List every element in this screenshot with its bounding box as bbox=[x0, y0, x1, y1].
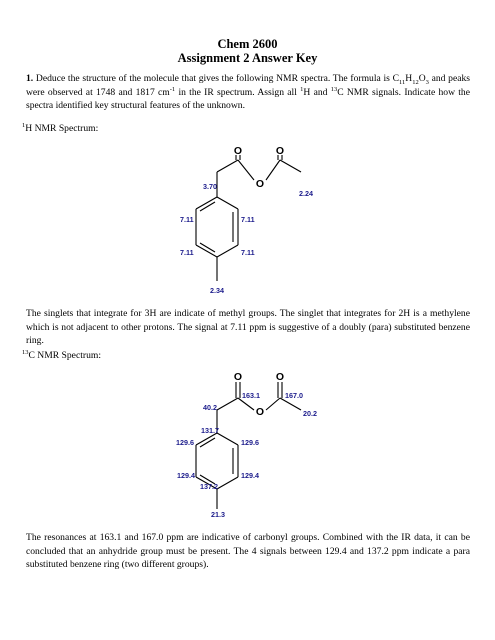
question-intro: Deduce the structure of the molecule that gives the following NMR spectra. The formula is C bbox=[35, 73, 399, 84]
c-label-ar-bottom-right: 129.4 bbox=[241, 471, 259, 480]
h-nmr-heading-sup: 1 bbox=[22, 121, 26, 129]
c-label-ar-top-left: 129.6 bbox=[176, 438, 194, 447]
c-label-carbonyl-1: 163.1 bbox=[242, 391, 260, 400]
c-o-carbonyl-1: O bbox=[233, 371, 243, 383]
h-nmr-heading-text: H NMR Spectrum: bbox=[25, 123, 99, 134]
c-label-carbonyl-2: 167.0 bbox=[285, 391, 303, 400]
c-label-ar-top-right: 129.6 bbox=[241, 438, 259, 447]
ir-text: and peaks were observed at 1748 and 1817 cm bbox=[26, 73, 470, 98]
c-o-bridge: O bbox=[255, 406, 265, 418]
h-and-text: H and bbox=[303, 86, 331, 98]
h-o-carbonyl-2: O bbox=[275, 145, 285, 157]
formula-o: O bbox=[418, 73, 426, 84]
c-label-ch2: 40.2 bbox=[203, 403, 217, 412]
c-label-ch3-aryl: 21.3 bbox=[211, 510, 225, 519]
question-number: 1. bbox=[26, 73, 34, 84]
formula-subscript-o: 3 bbox=[425, 78, 429, 86]
h-nmr-explanation: The singlets that integrate for 3H are indicate of methyl groups. The singlet that integrates for 2H is a methylene which is not adjacent to other protons. The signal at 7.11 ppm is suggestive of a doubly (para) substituted benzene ring. bbox=[26, 308, 470, 347]
h-label-ch2: 3.70 bbox=[203, 182, 217, 191]
c-nmr-explanation: The resonances at 163.1 and 167.0 ppm are indicative of carbonyl groups. Combined with the IR data, it can be concluded that an anhydride group must be present. The 4 signals between 129.4 and 137.2 ppm indicate a para substituted benzene ring (two different groups). bbox=[26, 532, 470, 571]
ir-unit-superscript: -1 bbox=[169, 85, 176, 93]
course-title: Chem 2600 bbox=[217, 37, 278, 51]
c-nmr-heading-sup: 13 bbox=[22, 348, 29, 356]
h-label-ch3-acetyl: 2.24 bbox=[299, 189, 313, 198]
h-o-carbonyl-1: O bbox=[233, 145, 243, 157]
formula-subscript-c: 11 bbox=[398, 78, 406, 86]
h-label-ar-top-right: 7.11 bbox=[241, 215, 255, 224]
c-o-carbonyl-2: O bbox=[275, 371, 285, 383]
h-label-ar-bottom-left: 7.11 bbox=[180, 248, 194, 257]
h-o-bridge: O bbox=[255, 178, 265, 190]
c-label-ch3-acetyl: 20.2 bbox=[303, 409, 317, 418]
assign-text: in the IR spectrum. Assign all bbox=[175, 86, 301, 98]
c-nmr-heading-text: C NMR Spectrum: bbox=[28, 350, 101, 361]
c-superscript: 13 bbox=[330, 85, 338, 93]
c-text: C NMR signals. Indicate how the spectra identified key structural features of the unknown. bbox=[26, 86, 470, 112]
h-label-ar-top-left: 7.11 bbox=[180, 215, 194, 224]
h-label-ar-bottom-right: 7.11 bbox=[241, 248, 255, 257]
h-label-ch3-aryl: 2.34 bbox=[210, 286, 224, 295]
c-label-ar-ipso: 131.7 bbox=[201, 426, 219, 435]
assignment-title: Assignment 2 Answer Key bbox=[177, 51, 318, 65]
h-superscript: 1 bbox=[300, 85, 304, 93]
c-label-ar-bottom-left: 129.4 bbox=[177, 471, 195, 480]
c-label-ar-para: 137.2 bbox=[200, 482, 218, 491]
formula-h: H bbox=[405, 73, 413, 84]
formula-subscript-h: 12 bbox=[412, 78, 419, 86]
